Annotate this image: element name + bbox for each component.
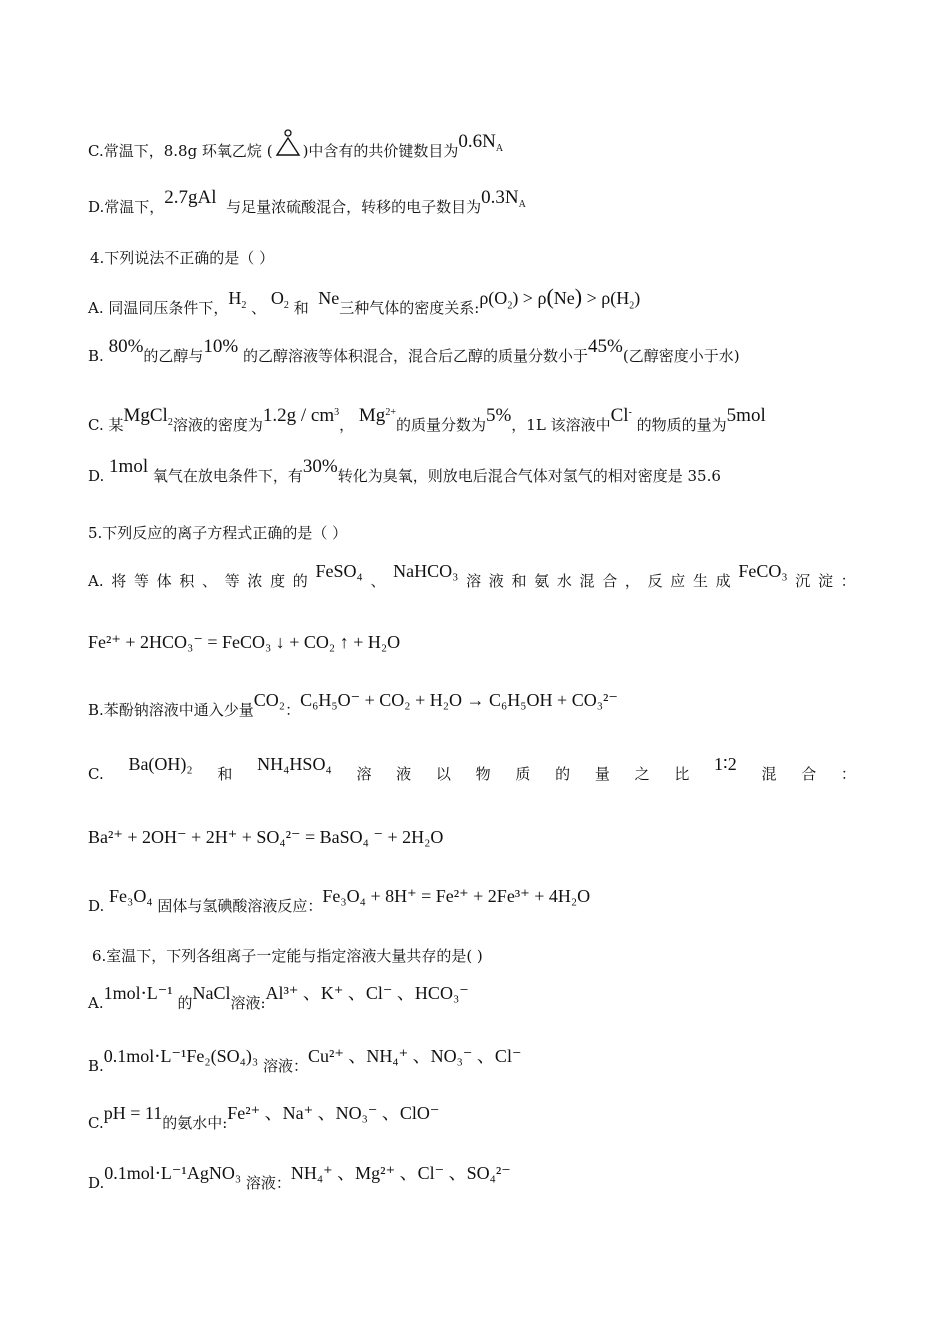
q6-b-conc: 0.1mol⋅L⁻¹Fe₂(SO₄)₃ xyxy=(103,1046,259,1066)
q6-c-ph: pH = 11 xyxy=(103,1103,163,1123)
q4-d-pct: 30% xyxy=(302,456,338,477)
q5-a-equation: Fe²⁺ + 2HCO₃⁻ = FeCO₃ ↓ + CO₂ ↑ + H₂O xyxy=(88,632,401,652)
q4-a-o2: O xyxy=(270,288,284,308)
q5-a-token: 反 xyxy=(647,572,663,590)
q5-option-a xyxy=(88,561,856,593)
q3-d-value: 0.3N xyxy=(481,187,519,208)
q6-option-a xyxy=(88,983,860,1015)
q5-c-token: 液 xyxy=(396,765,412,783)
q4-a-sep: 、 xyxy=(246,299,271,317)
q5-a-token: FeSO₄ xyxy=(315,561,363,581)
q3-d-text-b: 与足量浓硫酸混合，转移的电子数目为 xyxy=(226,198,482,216)
q6-option-b xyxy=(88,1046,860,1078)
q5-c-token: 和 xyxy=(217,765,233,783)
q3-d-text: D.常温下， xyxy=(88,198,165,216)
q5-c-token: C. xyxy=(88,765,104,783)
q4-c-density: 1.2g / cm xyxy=(262,405,335,426)
q4-d-label: D. xyxy=(88,467,105,485)
q5-c-token: 的 xyxy=(555,765,571,783)
q5-c-token: 以 xyxy=(435,765,451,783)
q4-c-mg-ion: Mg xyxy=(358,405,386,426)
q3-option-c xyxy=(88,128,860,170)
q4-a-text-b: 三种气体的密度关系: xyxy=(339,299,480,317)
q3-c-sub: A xyxy=(495,143,504,154)
q5-a-token: ： xyxy=(840,572,856,590)
q4-b-text-c: (乙醇密度小于水) xyxy=(622,347,740,365)
q4-option-b xyxy=(88,336,860,368)
q4-b-pct1: 80% xyxy=(108,336,144,357)
q4-b-pct2: 10% xyxy=(203,336,239,357)
q6-c-ions: Fe²⁺ 、Na⁺ 、NO₃⁻ 、ClO⁻ xyxy=(227,1103,440,1123)
q5-a-token: 生 xyxy=(692,572,708,590)
q6-a-conc: 1mol⋅L⁻¹ xyxy=(103,983,173,1003)
q4-option-d xyxy=(88,456,860,488)
q4-c-cl-sup: - xyxy=(628,407,632,418)
q5-c-token: 1∶2 xyxy=(714,754,737,774)
q5-c-equation: Ba²⁺ + 2OH⁻ + 2H⁺ + SO₄²⁻ = BaSO₄ ⁻ + 2H₂O xyxy=(88,827,444,847)
q4-b-text-b: 的乙醇溶液等体积混合，混合后乙醇的质量分数小于 xyxy=(243,347,589,365)
q4-a-text: A. 同温同压条件下， xyxy=(88,299,229,317)
q5-c-token: NH₄HSO₄ xyxy=(257,754,332,774)
q5-a-token: 和 xyxy=(511,572,527,590)
q6-a-text-b: 溶液: xyxy=(230,994,266,1012)
q3-c-text-b: )中含有的共价键数目为 xyxy=(302,142,459,160)
q5-a-token: 等 xyxy=(133,572,149,590)
q4-option-c: C. 某MgCl$_2$溶液的密度为$1.2g / cm^3$， $Mg^{2+}$的质量分数为5%，1L 该溶液中Cl- 的物质的量为5mol xyxy=(88,405,766,434)
q5-a-token: 水 xyxy=(556,572,572,590)
epoxide-ring-icon xyxy=(273,128,303,158)
q6-a-solution: NaCl xyxy=(192,983,231,1003)
q6-d-text: 溶液： xyxy=(245,1174,291,1192)
q5-b-text: B.苯酚钠溶液中通入少量 xyxy=(88,701,254,719)
q6-c-label: C. xyxy=(88,1114,104,1132)
q3-d-mass: 2.7gAl xyxy=(164,187,217,208)
q4-c-mg-sup: 2+ xyxy=(385,407,396,418)
q5-a-token: 将 xyxy=(111,572,127,590)
q5-c-token: 混 xyxy=(761,765,777,783)
q5-a-token: 合 xyxy=(602,572,618,590)
q6-b-ions: Cu²⁺ 、NH₄⁺ 、NO₃⁻ 、Cl⁻ xyxy=(307,1046,522,1066)
q5-a-token: 、 xyxy=(370,572,386,590)
q4-b-pct3: 45% xyxy=(588,336,623,357)
q6-d-ions: NH₄⁺ 、Mg²⁺ 、Cl⁻ 、SO₄²⁻ xyxy=(290,1163,511,1183)
q5-d-text: 固体与氢碘酸溶液反应： xyxy=(157,897,323,915)
q5-c-token: ： xyxy=(840,765,856,783)
q4-c-comma: ， xyxy=(339,416,355,434)
q4-a-h2-sub: 2 xyxy=(241,300,247,311)
q6-b-label: B. xyxy=(88,1057,104,1075)
q5-a-token: 浓 xyxy=(247,572,263,590)
q5-a-token: 淀 xyxy=(817,572,833,590)
q4-d-mol: 1mol xyxy=(109,456,149,477)
q4-c-pct: 5% xyxy=(485,405,512,426)
q5-a-token: 液 xyxy=(488,572,504,590)
q4-c-mgcl2: MgCl xyxy=(123,405,168,426)
q4-a-relation: $\rho(O_2) > \rho(Ne) > \rho(H_2)$ xyxy=(479,284,641,312)
q6-d-conc: 0.1mol⋅L⁻¹AgNO₃ xyxy=(104,1163,242,1183)
q3-d-sub: A xyxy=(518,199,526,210)
q5-option-c xyxy=(88,754,856,786)
q4-c-density-sup: 3 xyxy=(334,407,340,418)
q4-c-text-d: 的物质的量为 xyxy=(636,416,727,434)
q5-a-token: 体 xyxy=(156,572,172,590)
q5-d-fe3o4: Fe₃O₄ xyxy=(109,886,153,906)
q5-a-token: 的 xyxy=(292,572,308,590)
q5-a-token: A. xyxy=(88,572,104,590)
q5-c-token: 合 xyxy=(801,765,817,783)
q6-a-ions: Al³⁺ 、K⁺ 、Cl⁻ 、HCO₃⁻ xyxy=(265,983,469,1003)
q3-option-d xyxy=(88,187,860,226)
q5-a-token: 积 xyxy=(179,572,195,590)
q5-a-token: 成 xyxy=(715,572,731,590)
q6-d-label: D. xyxy=(88,1174,105,1192)
q5-a-token: 等 xyxy=(224,572,240,590)
q5-a-token: 应 xyxy=(670,572,686,590)
q4-a-ne: Ne xyxy=(318,288,340,308)
q5-c-token: 物 xyxy=(475,765,491,783)
q6-c-text: 的氨水中: xyxy=(162,1114,228,1132)
q5-d-label: D. xyxy=(88,897,105,915)
q5-a-token: ， xyxy=(624,572,640,590)
q6-a-label: A. xyxy=(88,994,104,1012)
q6-b-text: 溶液： xyxy=(262,1057,308,1075)
q4-a-h2: H xyxy=(228,288,242,308)
q5-c-token: 比 xyxy=(674,765,690,783)
q4-d-text: 氧气在放电条件下，有 xyxy=(152,467,303,485)
q5-option-b xyxy=(88,690,860,722)
q5-c-token: Ba(OH)₂ xyxy=(128,754,193,774)
q5-c-token: 之 xyxy=(634,765,650,783)
q5-a-token: 溶 xyxy=(466,572,482,590)
q4-c-text-b: 的质量分数为 xyxy=(395,416,486,434)
q5-a-token: 、 xyxy=(202,572,218,590)
q4-b-text: 的乙醇与 xyxy=(143,347,204,365)
q5-a-token: 混 xyxy=(579,572,595,590)
q4-c-cl: Cl xyxy=(610,405,629,426)
q4-d-text-b: 转化为臭氧，则放电后混合气体对氢气的相对密度是 35.6 xyxy=(337,467,721,485)
q5-option-d xyxy=(88,886,860,918)
q5-stem: 5.下列反应的离子方程式正确的是（ ） xyxy=(88,524,348,542)
q4-c-amount: 5mol xyxy=(726,405,766,426)
q6-stem: 6.室温下，下列各组离子一定能与指定溶液大量共存的是( ) xyxy=(92,947,483,965)
q4-c-label: C. 某 xyxy=(88,416,124,434)
q6-option-c xyxy=(88,1103,860,1135)
q5-a-token: 氨 xyxy=(534,572,550,590)
q5-a-token: NaHCO₃ xyxy=(393,561,459,581)
q5-c-token: 溶 xyxy=(356,765,372,783)
q3-c-text: C.常温下，8.8g 环氧乙烷 ( xyxy=(88,142,273,160)
q5-b-colon: ： xyxy=(285,701,301,719)
q5-c-token: 量 xyxy=(594,765,610,783)
q5-d-equation: Fe₃O₄ + 8H⁺ = Fe²⁺ + 2Fe³⁺ + 4H₂O xyxy=(322,886,591,906)
q4-c-text: 溶液的密度为 xyxy=(172,416,263,434)
q3-c-value: 0.6N xyxy=(458,131,496,152)
q4-a-and: 和 xyxy=(293,299,309,317)
q5-b-equation: C₆H₅O⁻ + CO₂ + H₂O → C₆H₅OH + CO₃²⁻ xyxy=(300,690,618,710)
q5-a-token: 度 xyxy=(270,572,286,590)
q4-option-a: A. 同温同压条件下，$H_2$ 、 $O_2$ 和 Ne三种气体的密度关系$:\rho(O_2) > \rho(Ne) > \rho(H_2)$ xyxy=(88,284,641,317)
q6-a-text: 的 xyxy=(177,994,193,1012)
q4-c-text-c: ，1L 该溶液中 xyxy=(511,416,611,434)
q5-c-token: 质 xyxy=(515,765,531,783)
q4-stem: 4.下列说法不正确的是（ ） xyxy=(90,249,275,267)
q4-b-label: B. xyxy=(88,347,104,365)
q5-a-token: 沉 xyxy=(795,572,811,590)
q5-b-co2: CO₂ xyxy=(253,690,286,710)
q6-option-d xyxy=(88,1163,860,1195)
q5-a-token: FeCO₃ xyxy=(738,561,788,581)
